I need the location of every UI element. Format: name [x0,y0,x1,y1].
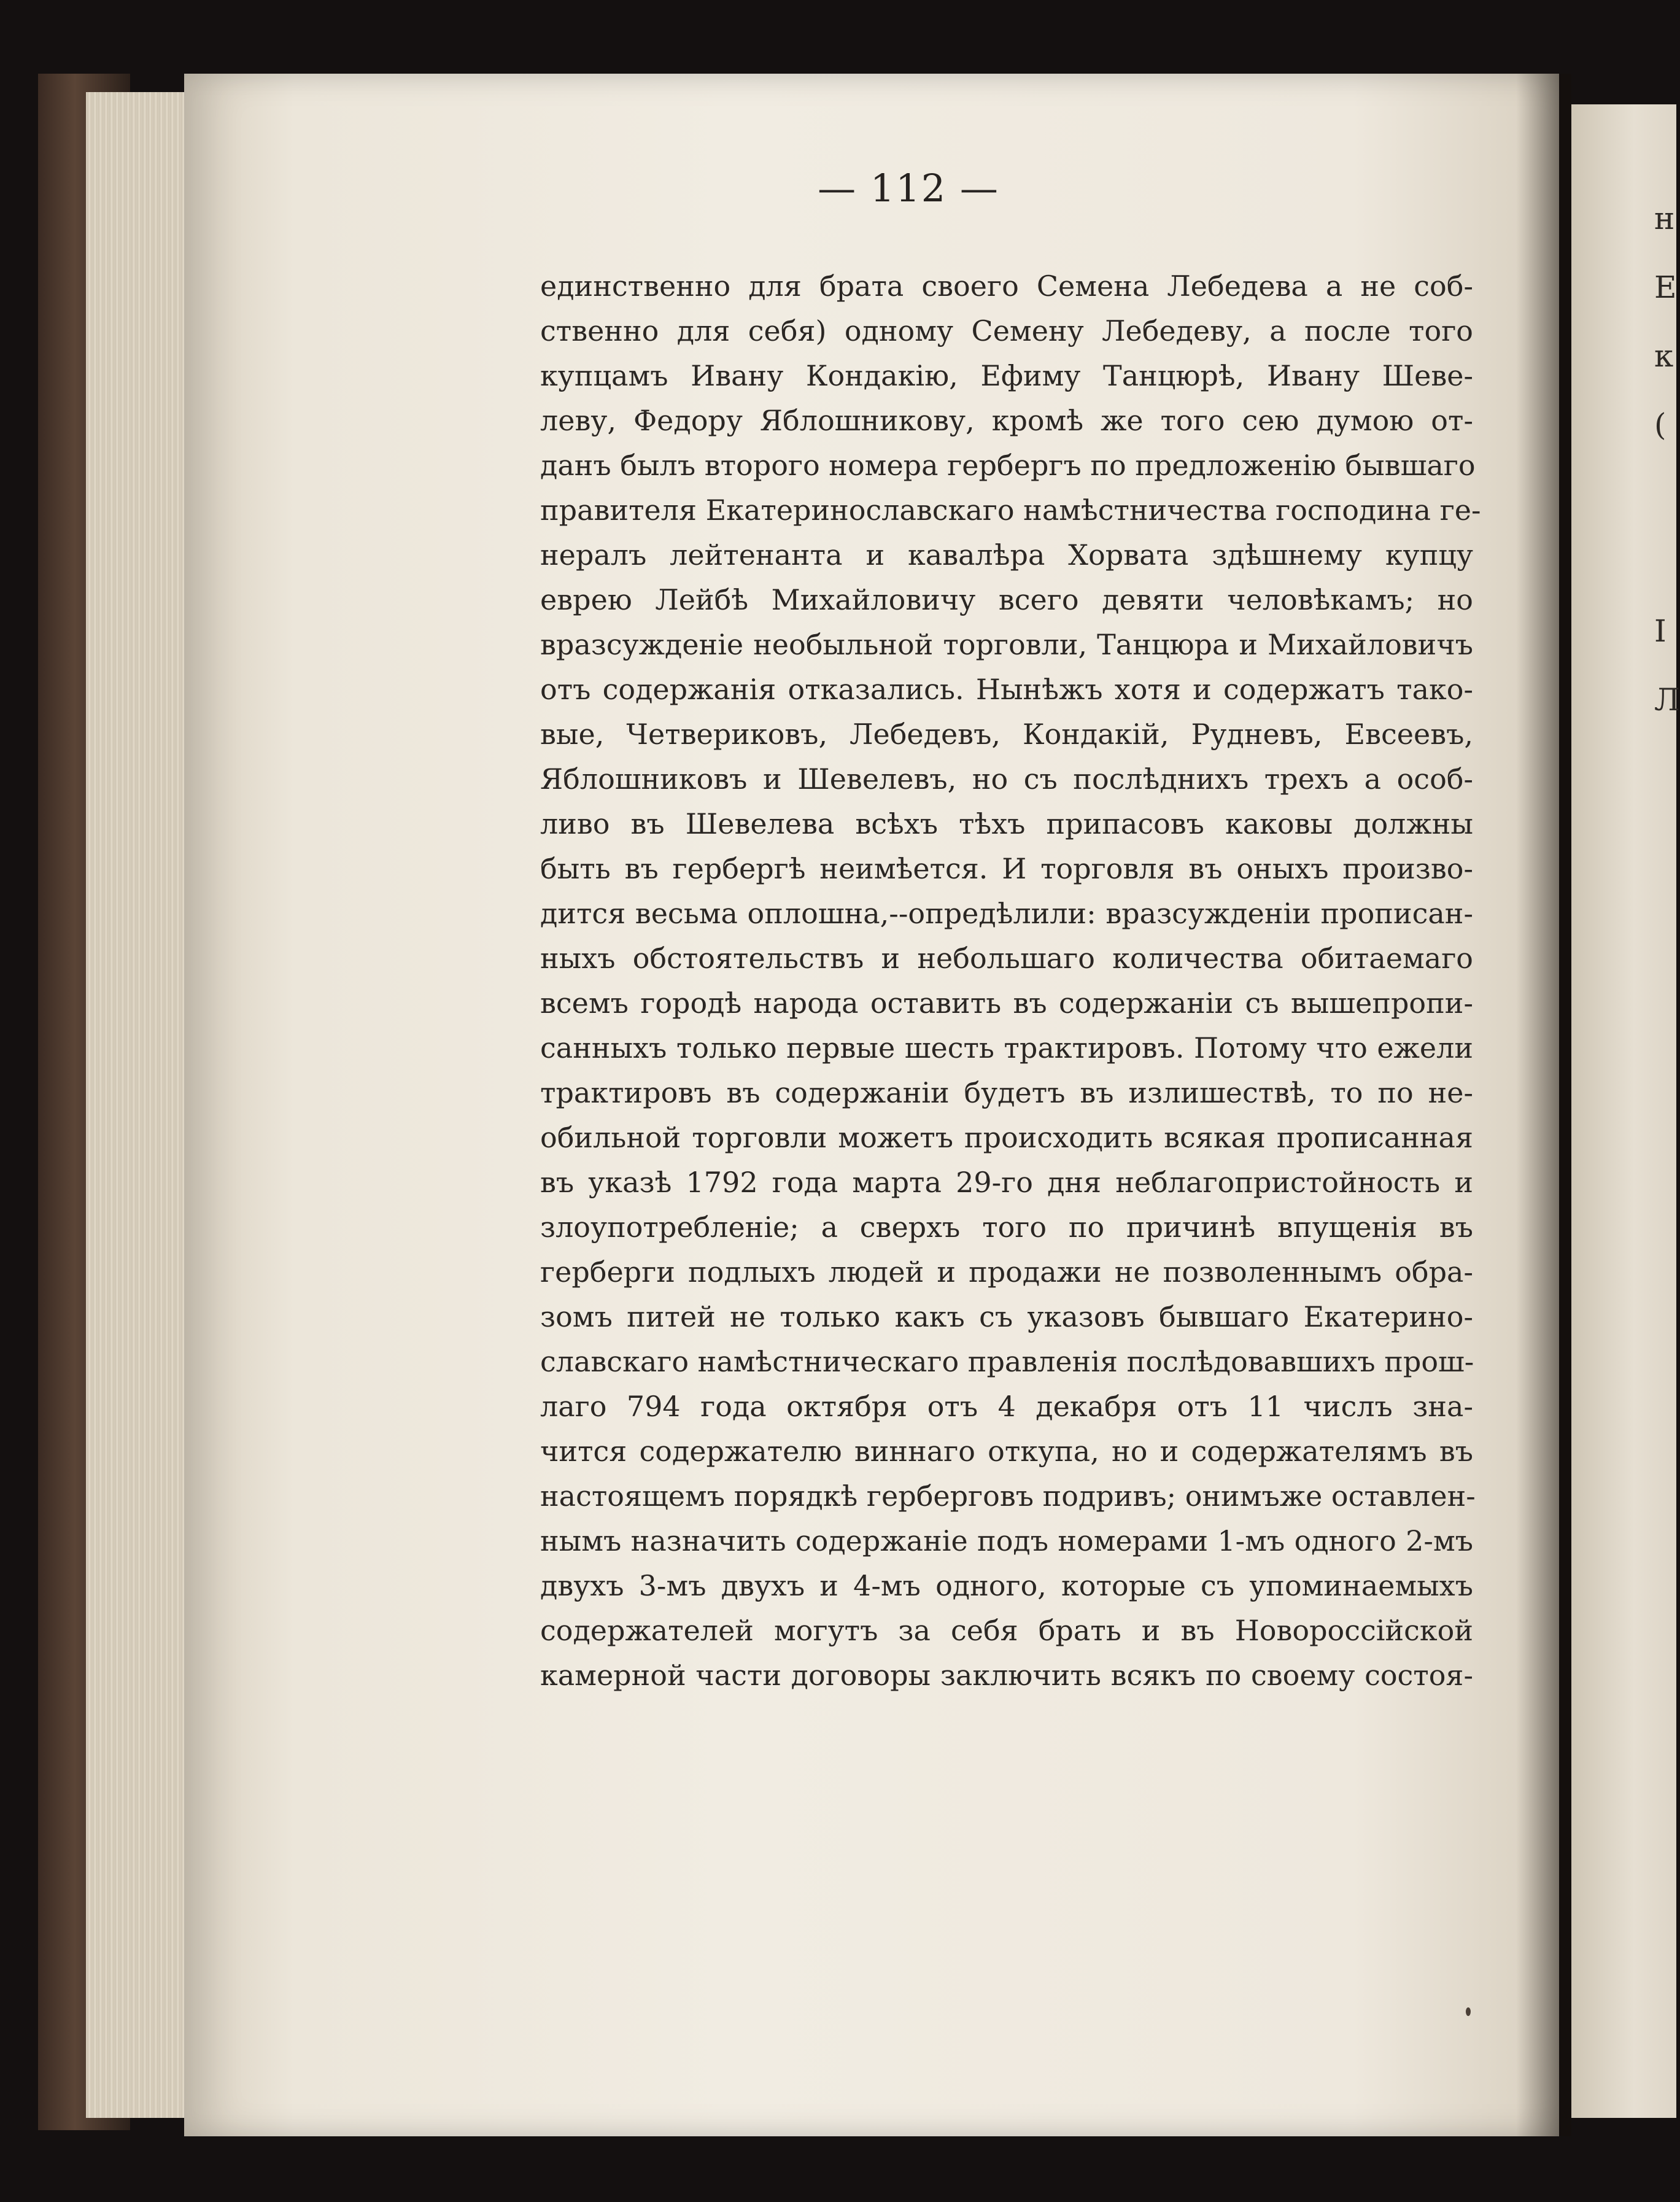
text-line: еврею Лейбѣ Михайловичу всего девяти человѣкамъ; но [540,583,1473,616]
text-line: ныхъ обстоятельствъ и небольшаго количества обитаемаго [540,942,1473,975]
text-line: санныхъ только первые шесть трактировъ. Потому что ежели [540,1031,1473,1064]
text-line: чится содержателю виннаго откупа, но и содержателямъ въ [540,1435,1473,1468]
text-line: отъ содержанія отказались. Нынѣжъ хотя и содержатъ тако- [540,673,1473,706]
text-line: зомъ питей не только какъ съ указовъ бывшаго Екатерино- [540,1300,1473,1333]
text-line: данъ былъ второго номера гербергъ по предложенію бывшаго [540,449,1476,482]
text-line: нымъ назначить содержаніе подъ номерами 1-мъ одного 2-мъ [540,1524,1473,1557]
page-body-text [540,264,1481,1698]
text-line: въ указѣ 1792 года марта 29-го дня неблагопристойность и [540,1166,1473,1199]
text-line: быть въ гербергѣ неимѣется. И торговля въ оныхъ произво- [540,852,1473,885]
text-line: ливо въ Шевелева всѣхъ тѣхъ припасовъ каковы должны [540,807,1473,840]
facing-fragment: ( [1654,407,1666,443]
text-line: лаго 794 года октября отъ 4 декабря отъ 11 числъ зна- [540,1390,1473,1423]
text-line: славскаго намѣстническаго правленія послѣдовавшихъ прош- [540,1345,1474,1378]
text-line: вразсужденіе необыльной торговли, Танцюра и Михайловичъ [540,628,1473,661]
page-number: — 112 — [818,166,999,211]
text-line: ственно для себя) одному Семену Лебедеву, а после того [540,314,1473,347]
text-line: герберги подлыхъ людей и продажи не позволеннымъ обра- [540,1255,1473,1289]
text-line: Яблошниковъ и Шевелевъ, но съ послѣднихъ трехъ а особ- [540,762,1473,796]
text-line: единственно для брата своего Семена Лебедева а не соб- [540,269,1473,303]
facing-fragment [1654,459,1679,528]
text-line: нералъ лейтенанта и кавалѣра Хорвата здѣшнему купцу [540,538,1473,572]
text-line: обильной торговли можетъ происходить всякая прописанная [540,1121,1473,1154]
text-line: леву, Федору Яблошникову, кромѣ же того сею думою от- [540,404,1473,437]
text-line: содержателей могутъ за себя брать и въ Новороссійской [540,1614,1473,1647]
facing-fragment [1654,528,1679,597]
facing-fragment: к [1654,338,1674,374]
facing-fragment: н [1654,201,1675,236]
paper-speck [1466,2007,1471,2016]
text-line: купцамъ Ивану Кондакію, Ефиму Танцюрѣ, Ивану Шеве- [540,359,1473,392]
facing-fragment: І [1654,613,1666,649]
text-line: злоупотребленіе; а сверхъ того по причинѣ впущенія въ [540,1211,1473,1244]
text-line: дится весьма оплошна,--опредѣлили: вразсужденіи прописан- [540,897,1473,930]
text-line: всемъ городѣ народа оставить въ содержаніи съ вышепропи- [540,987,1473,1020]
facing-fragment: Л [1654,682,1680,718]
text-line: настоящемъ порядкѣ герберговъ подривъ; онимъже оставлен- [540,1479,1476,1513]
text-line: трактировъ въ содержаніи будетъ въ излишествѣ, то по не- [540,1076,1473,1109]
facing-page-text [1654,184,1679,734]
text-line: вые, Четвериковъ, Лебедевъ, Кондакій, Рудневъ, Евсеевъ, [540,718,1473,751]
gutter-shadow [1516,74,1571,2136]
text-line: двухъ 3-мъ двухъ и 4-мъ одного, которые съ упоминаемыхъ [540,1569,1473,1602]
text-line: камерной части договоры заключить всякъ по своему состоя- [540,1659,1473,1692]
text-line: правителя Екатеринославскаго намѣстничества господина ге- [540,494,1481,527]
facing-fragment: Е [1654,269,1677,305]
